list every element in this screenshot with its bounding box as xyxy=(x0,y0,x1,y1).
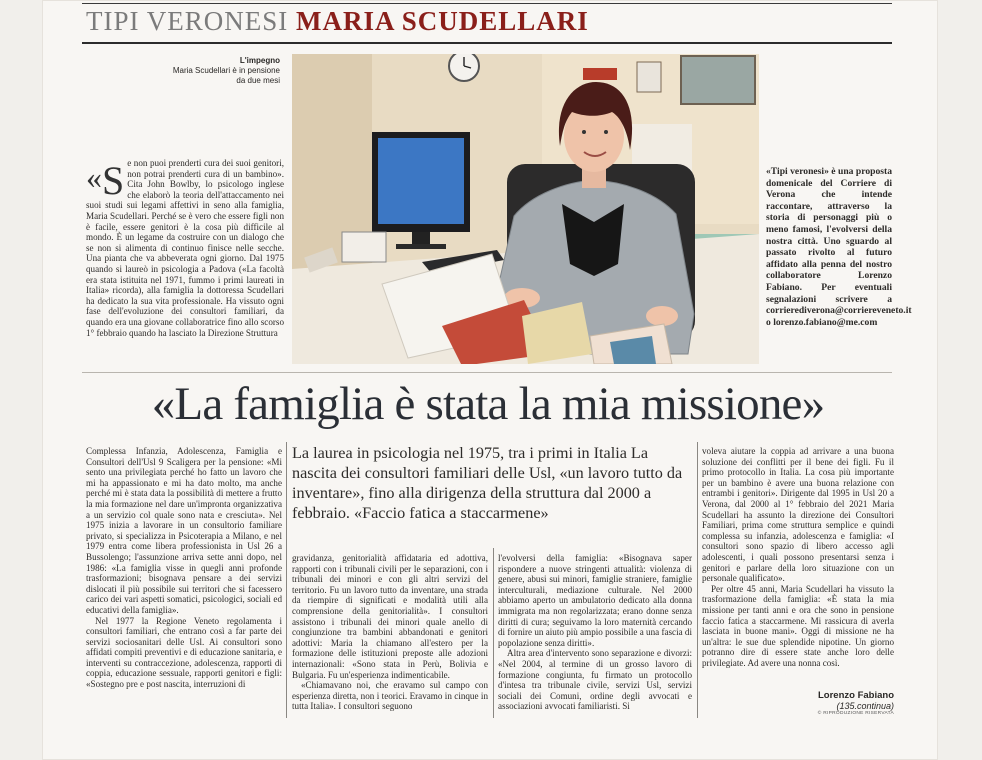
body-paragraph: «Chiamavano noi, che eravamo sul campo con esperienza diretta, non i teorici. Eravamo in cinque in tutta Italia». I consultori seguono xyxy=(292,680,488,712)
body-paragraph: voleva aiutare la coppia ad arrivare a una buona soluzione dei conflitti per il bene dei figli. Fu il primo protocollo in Italia. La cosa più importante per un bambino è avere una buona relazione con entrambi i genitori». Dirigente dal 1995 in Usl 20 a Verona, dal 2000 al 1° febbraio del 2021 Maria Scudellari ha assunto la direzione dei Consultori Familiari, prima come struttura semplice e quindi complessa su infanzia, adolescenza e famiglia: «I consultori sono spazio di libero accesso agli adolescenti, i quali possono presentarsi senza i genitori e parlare della loro situazione con un personale qualificato». xyxy=(702,446,894,584)
headline-top-rule xyxy=(82,372,892,373)
body-column-3 xyxy=(498,553,692,723)
photo-caption xyxy=(166,56,280,86)
dropcap-letter: S xyxy=(102,158,125,203)
body-column-2 xyxy=(292,553,488,723)
body-column-4 xyxy=(702,446,894,690)
header-bottom-rule xyxy=(82,42,892,44)
deck: La laurea in psicologia nel 1975, tra i primi in Italia La nascita dei consultori familiari delle Usl, «un lavoro tutto da inventare», fino alla dirigenza della struttura dal 2000 a febbraio. «Faccio fatica a staccarmene» xyxy=(292,444,683,522)
column-rule-1 xyxy=(286,442,287,718)
body-column-1 xyxy=(86,446,282,722)
caption-kicker: L'impegno xyxy=(239,56,280,65)
series-continued: (135.continua) xyxy=(836,701,894,711)
intro-column xyxy=(86,158,284,364)
body-paragraph: Altra area d'intervento sono separazione e divorzi: «Nel 2004, al termine di un grosso lavoro di formazione congiunta, fu firmato un protocollo d'intesa tra tribunale civile, servizi Usl, servizi sociali dei Comuni, ordine degli avvocati e associazioni avvocati familiaristi. Si xyxy=(498,648,692,712)
dropcap-guillemet: « xyxy=(86,159,102,195)
series-sidebar: «Tipi veronesi» è una proposta domenicale del Corriere di Verona che intende raccontare, attraverso la storia di personaggi più o meno famosi, l'evolversi della nostra città. Uno sguardo al passato rivolto al futuro affidato alla penna del nostro collaboratore Lorenzo Fabiano. Per eventuali segnalazioni scrivere a corrierediverona@corriereveneto.it o lorenzo.fabiano@me.com xyxy=(766,166,912,328)
series-title: TIPI VERONESI xyxy=(86,6,289,36)
rights-notice: © RIPRODUZIONE RISERVATA xyxy=(817,711,894,716)
intro-paragraph: e non puoi prenderti cura dei suoi genitori, non potrai prenderti cura di un bambino». Cita John Bowlby, lo psicologo inglese che elaborò la teoria dell'attaccamento nei suoi studi sui legami affettivi in seno alla famiglia, Maria Scudellari. Perché se è vero che essere figli non è facile, essere genitori è la cosa più difficile al mondo. È un legame da costruire con un dialogo che se non si alimenta di continuo finisce nelle secche. Una pianta che va abbeverata ogni giorno. Dal 1975 quando si laureò in psicologia a Padova («La facoltà era stata istituita nel 1971, fummo i primi laureati in Italia» ricorda), alla famiglia la dottoressa Scudellari ha dedicato la sua vita professionale. Ha vissuto ogni fase dell'evoluzione dei consultori familiari, da quando era una giovane collaboratrice fino allo scorso 1° febbraio quando ha lasciato la Direzione Struttura xyxy=(86,158,284,338)
dropcap xyxy=(86,158,125,203)
header-top-rule xyxy=(82,3,892,4)
author-name: Lorenzo Fabiano xyxy=(818,690,894,701)
portrait-photo xyxy=(292,54,759,364)
column-rule-2 xyxy=(493,548,494,718)
subject-name: MARIA SCUDELLARI xyxy=(296,6,589,36)
caption-text: Maria Scudellari è in pensione da due mesi xyxy=(172,66,280,85)
column-rule-3 xyxy=(697,442,698,718)
portrait-photo-icon xyxy=(292,54,759,364)
body-paragraph: Nel 1977 la Regione Veneto regolamenta i consultori familiari, che entrano così a far parte dei servizi sociosanitari delle Usl. Ai consultori sono affidati compiti preventivi e di educazione sanitaria, e interventi su contraccezione, adolescenza, rapporti di coppia, educazione sessuale, rapporti genitori e figli: «Sostegno pre e post nascita, interruzioni di xyxy=(86,615,282,690)
byline xyxy=(760,690,894,716)
body-paragraph: l'evolversi della famiglia: «Bisognava saper rispondere a nuove stringenti attualità: violenza di genere, abusi sui minori, famiglie straniere, famiglie interculturali, mediazione culturale. Nel 2000 abbiamo aperto un ambulatorio dedicato alla donna immigrata ma non regolarizzata; erano donne senza diritti di cura; seguivamo la loro maternità cercando di fornire un aiuto più ampio possibile a una fascia di popolazione senza diritti». xyxy=(498,553,692,648)
body-paragraph: Complessa Infanzia, Adolescenza, Famiglia e Consultori dell'Usl 9 Scaligera per la pensione: «Mi sento una privilegiata perché ho fatto un lavoro che mi ha appassionato e mi ha dato molto, ma anche perché mi è stata data la possibilità di mettere a frutto la mia formazione nel dare un'impronta organizzativa a un servizio col quale sono nata e cresciuta». Nel 1975 inizia a lavorare in un consultorio familiare privato, si specializza in Psicoterapia a Milano, e nel 1979 entra come libera professionista in Usl 26 a Bussolengo; l'assunzione arriva sette anni dopo, nel 1986: «La famiglia visse in quegli anni profonde trasformazioni; bisognava pensare a dei servizi dislocati il più possibile sui territori che si facessero carico dei vari aspetti somatici, psicologici, sociali ed educativi della famiglia». xyxy=(86,446,282,615)
section-header xyxy=(86,6,892,38)
body-paragraph: gravidanza, genitorialità affidataria ed adottiva, rapporti con i tribunali civili per le separazioni, con i tribunali dei minori e con gli altri servizi del territorio. Fu un lavoro tutto da inventare, una strada da riempire di significati e modalità utili alla comprensione della genitorialità». I consultori assistono i tribunali dei minori quale anello di congiunzione tra bambini abbandonati e genitori adottivi: Maria la chiamano all'estero per la formazione delle istituzioni preposte alle adozioni internazionali: «Sono stata in Perù, Bolivia e Bulgaria. Fu un'esperienza indimenticabile. xyxy=(292,553,488,680)
headline: «La famiglia è stata la mia missione» xyxy=(151,378,825,430)
body-paragraph: Per oltre 45 anni, Maria Scudellari ha vissuto la trasformazione della famiglia: «È stata la mia missione per tanti anni e ora che sono in pensione faccio fatica a staccarmene. Mi rassicura di averla lasciata in buone mani». Oggi di missione ne ha un'altra: le sue due splendide nipotine. Un giorno potranno dire di essere state anche loro delle privilegiate. Ad avere una nonna così. xyxy=(702,583,894,668)
